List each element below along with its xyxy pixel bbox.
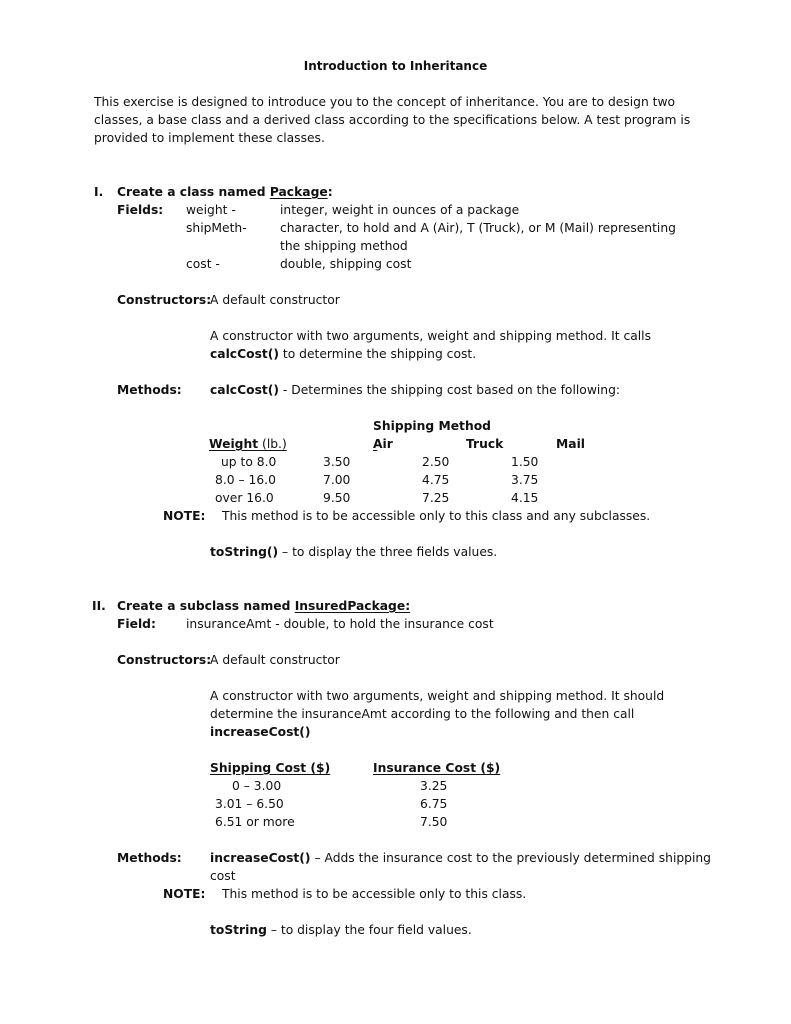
field-desc-shipmeth: character, to hold and A (Air), T (Truck), or M (Mail) representing [280, 221, 676, 235]
note-label: NOTE: [163, 509, 206, 523]
args-constructor-line1: A constructor with two arguments, weight and shipping method. It calls [210, 329, 651, 343]
args-constructor-line2 [210, 345, 476, 363]
col-truck: Truck [466, 437, 504, 451]
field-desc-shipmeth-cont: the shipping method [280, 239, 408, 253]
row-air: 7.00 [323, 473, 351, 487]
section1-numeral: I. [94, 185, 104, 199]
args-constructor-line2: determine the insuranceAmt according to the following and then call [210, 707, 635, 721]
row-insurance: 7.50 [420, 815, 448, 829]
increasecost-method-ref: increaseCost() [210, 725, 311, 739]
section1-heading-suffix: : [327, 185, 333, 199]
note-text: This method is to be accessible only to this class. [222, 887, 527, 901]
row-shipping: 3.01 – 6.50 [215, 797, 284, 811]
row-air: 3.50 [323, 455, 351, 469]
intro-line-2: classes, a base class and a derived class according to the specifications below. A test program is [94, 113, 691, 127]
field-desc-insuranceamt: insuranceAmt - double, to hold the insurance cost [186, 617, 494, 631]
calccost-desc-text: - Determines the shipping cost based on the following: [279, 383, 621, 397]
increasecost-desc-cont: cost [210, 869, 236, 883]
section1-heading [117, 183, 333, 201]
section2-numeral: II. [92, 599, 106, 613]
field-name-shipmeth: shipMeth- [186, 221, 247, 235]
shipping-cost-header: Shipping Cost ($) [210, 761, 331, 775]
insurance-cost-header: Insurance Cost ($) [373, 761, 501, 775]
shipping-method-header: Shipping Method [373, 419, 491, 433]
constructors-label: Constructors: [117, 293, 212, 307]
tostring-desc [210, 921, 472, 939]
field-desc-weight: integer, weight in ounces of a package [280, 203, 520, 217]
intro-line-3: provided to implement these classes. [94, 131, 325, 145]
note-text: This method is to be accessible only to this class and any subclasses. [222, 509, 651, 523]
row-truck: 4.75 [422, 473, 450, 487]
field-desc-cost: double, shipping cost [280, 257, 412, 271]
row-weight: up to 8.0 [221, 455, 277, 469]
package-class-name: Package [269, 185, 328, 199]
args-constructor-line2-text: to determine the shipping cost. [279, 347, 477, 361]
args-constructor-line1: A constructor with two arguments, weight and shipping method. It should [210, 689, 665, 703]
fields-label: Fields: [117, 203, 164, 217]
calccost-method-ref: calcCost() [210, 347, 280, 361]
field-name-weight: weight - [186, 203, 236, 217]
col-mail: Mail [556, 437, 585, 451]
weight-header-unit: (lb.) [258, 437, 287, 451]
row-air: 9.50 [323, 491, 351, 505]
row-mail: 4.15 [511, 491, 539, 505]
insuredpackage-class-name: InsuredPackage: [294, 599, 411, 613]
section2-heading-prefix: Create a subclass named [117, 599, 295, 613]
tostring-method: toString() [210, 545, 279, 559]
row-insurance: 3.25 [420, 779, 448, 793]
intro-line-1: This exercise is designed to introduce you to the concept of inheritance. You are to design two [94, 95, 676, 109]
col-air: Air [373, 437, 393, 451]
row-truck: 7.25 [422, 491, 450, 505]
default-constructor: A default constructor [210, 293, 340, 307]
methods-label: Methods: [117, 383, 182, 397]
row-truck: 2.50 [422, 455, 450, 469]
tostring-desc-text: – to display the four field values. [266, 923, 472, 937]
constructors-label: Constructors: [117, 653, 212, 667]
row-mail: 3.75 [511, 473, 539, 487]
note-label: NOTE: [163, 887, 206, 901]
increasecost-method: increaseCost() [210, 851, 311, 865]
field-name-cost: cost - [186, 257, 220, 271]
tostring-desc-text: – to display the three fields values. [278, 545, 498, 559]
row-shipping: 6.51 or more [215, 815, 295, 829]
section2-heading [117, 597, 410, 615]
weight-header-bold: Weight [209, 437, 259, 451]
methods-label: Methods: [117, 851, 182, 865]
row-shipping: 0 – 3.00 [232, 779, 282, 793]
tostring-desc [210, 543, 497, 561]
method-columns-header [373, 435, 585, 453]
section1-heading-prefix: Create a class named [117, 185, 270, 199]
row-weight: 8.0 – 16.0 [215, 473, 276, 487]
calccost-desc [210, 381, 620, 399]
tostring-method: toString [210, 923, 267, 937]
row-insurance: 6.75 [420, 797, 448, 811]
default-constructor: A default constructor [210, 653, 340, 667]
increasecost-desc [210, 849, 711, 867]
row-mail: 1.50 [511, 455, 539, 469]
row-weight: over 16.0 [215, 491, 274, 505]
page-title: Introduction to Inheritance [303, 59, 488, 73]
field-label: Field: [117, 617, 156, 631]
weight-header [209, 435, 287, 453]
increasecost-desc-text: – Adds the insurance cost to the previously determined shipping [310, 851, 711, 865]
calccost-method: calcCost() [210, 383, 280, 397]
